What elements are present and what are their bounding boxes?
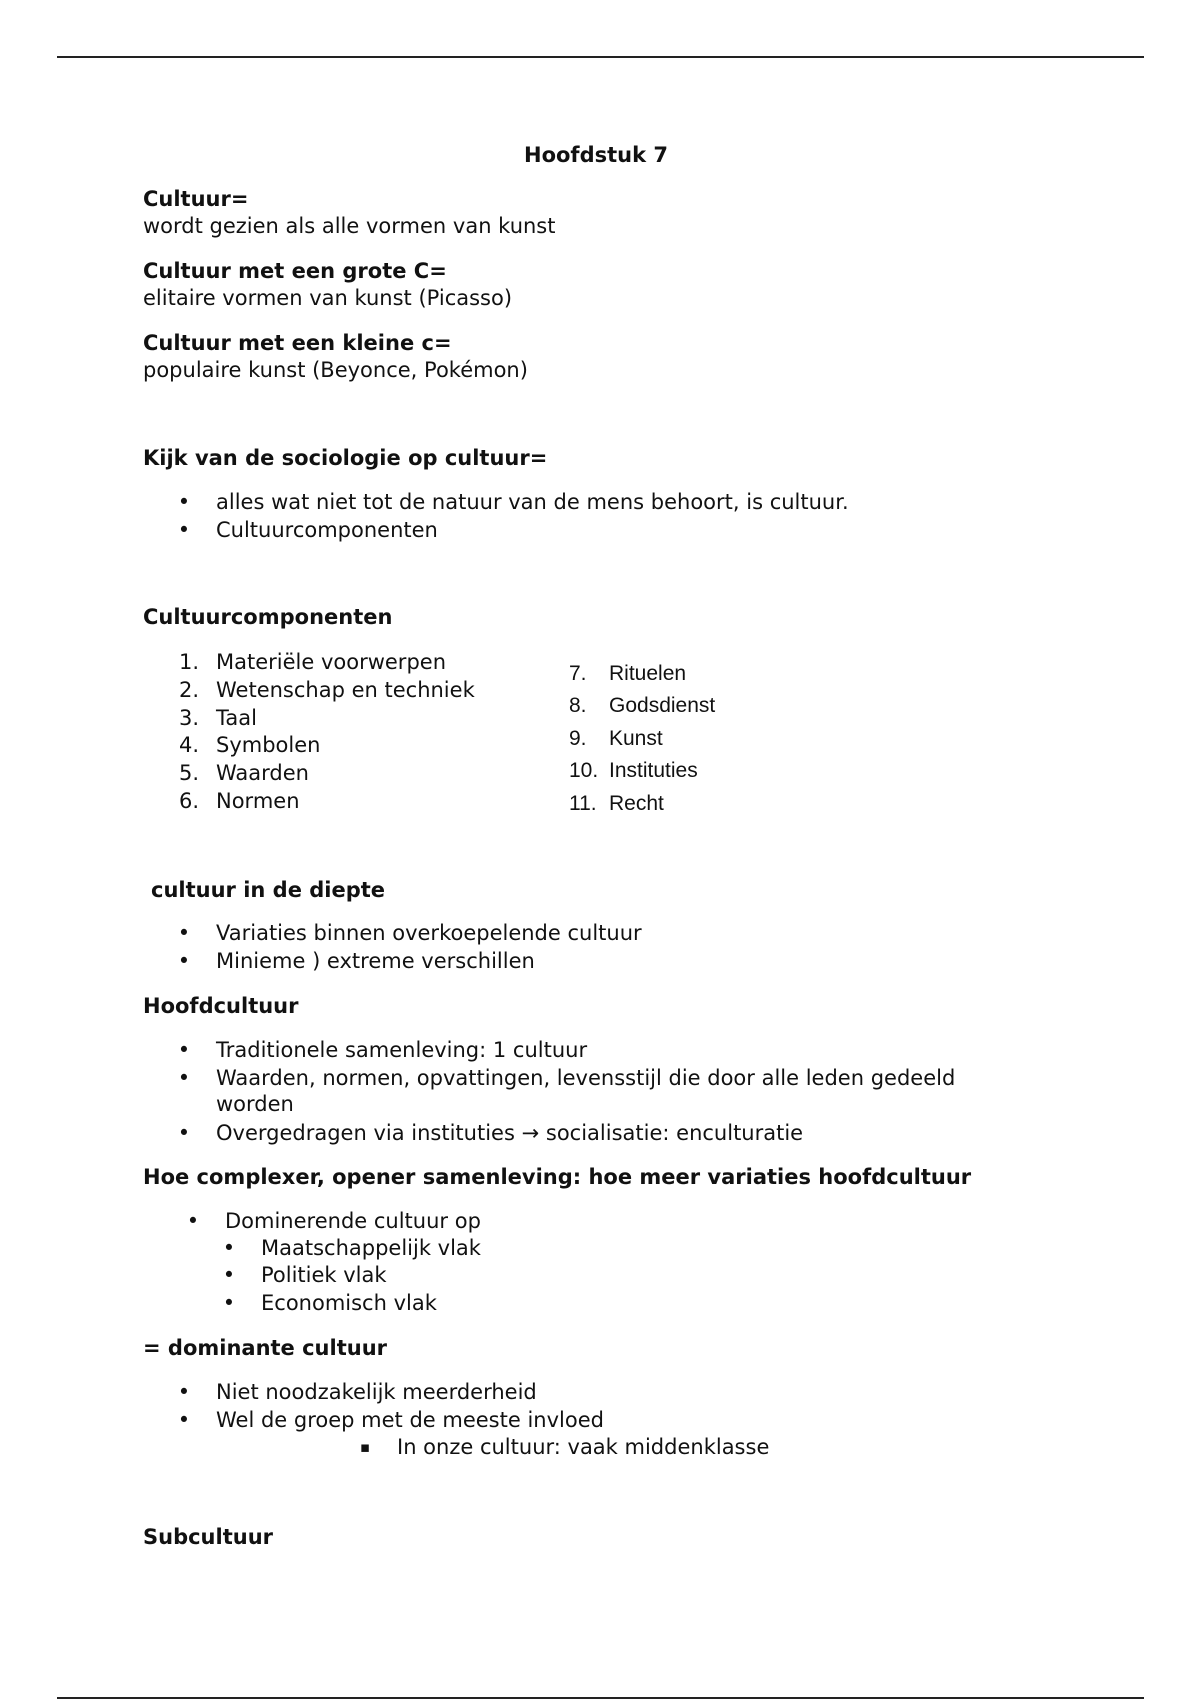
page-title: Hoofdstuk 7: [524, 143, 668, 167]
cultuur-text: wordt gezien als alle vormen van kunst: [143, 214, 556, 238]
list-item-continuation: worden: [216, 1092, 294, 1116]
bullet-icon: •: [177, 1121, 191, 1145]
subcultuur-heading: Subcultuur: [143, 1525, 273, 1549]
bullet-icon: •: [222, 1236, 236, 1260]
dominant-heading: = dominante cultuur: [143, 1336, 388, 1360]
componenten-heading: Cultuurcomponenten: [143, 605, 393, 629]
complexer-heading: Hoe complexer, opener samenleving: hoe meer variaties hoofdcultuur: [143, 1165, 972, 1189]
bullet-icon: •: [222, 1291, 236, 1315]
top-rule: [57, 56, 1144, 58]
bullet-icon: •: [177, 490, 191, 514]
bullet-icon: •: [177, 949, 191, 973]
bullet-icon: •: [177, 1038, 191, 1062]
diepte-heading: cultuur in de diepte: [151, 878, 386, 902]
grote-c-heading: Cultuur met een grote C=: [143, 259, 447, 283]
hoofdcultuur-heading: Hoofdcultuur: [143, 994, 299, 1018]
bullet-icon: •: [177, 1066, 191, 1090]
kleine-c-heading: Cultuur met een kleine c=: [143, 331, 452, 355]
sociologie-heading: Kijk van de sociologie op cultuur=: [143, 446, 548, 470]
kleine-c-text: populaire kunst (Beyonce, Pokémon): [143, 358, 528, 382]
cultuur-heading: Cultuur=: [143, 187, 249, 211]
arrow-right-icon: →: [521, 1121, 540, 1145]
bullet-icon: •: [177, 1408, 191, 1432]
square-bullet-icon: ▪: [359, 1438, 371, 1456]
bullet-icon: •: [222, 1263, 236, 1287]
grote-c-text: elitaire vormen van kunst (Picasso): [143, 286, 513, 310]
bullet-icon: •: [186, 1209, 200, 1233]
bottom-rule: [57, 1697, 1144, 1699]
bullet-icon: •: [177, 1380, 191, 1404]
bullet-icon: •: [177, 921, 191, 945]
bullet-icon: •: [177, 518, 191, 542]
